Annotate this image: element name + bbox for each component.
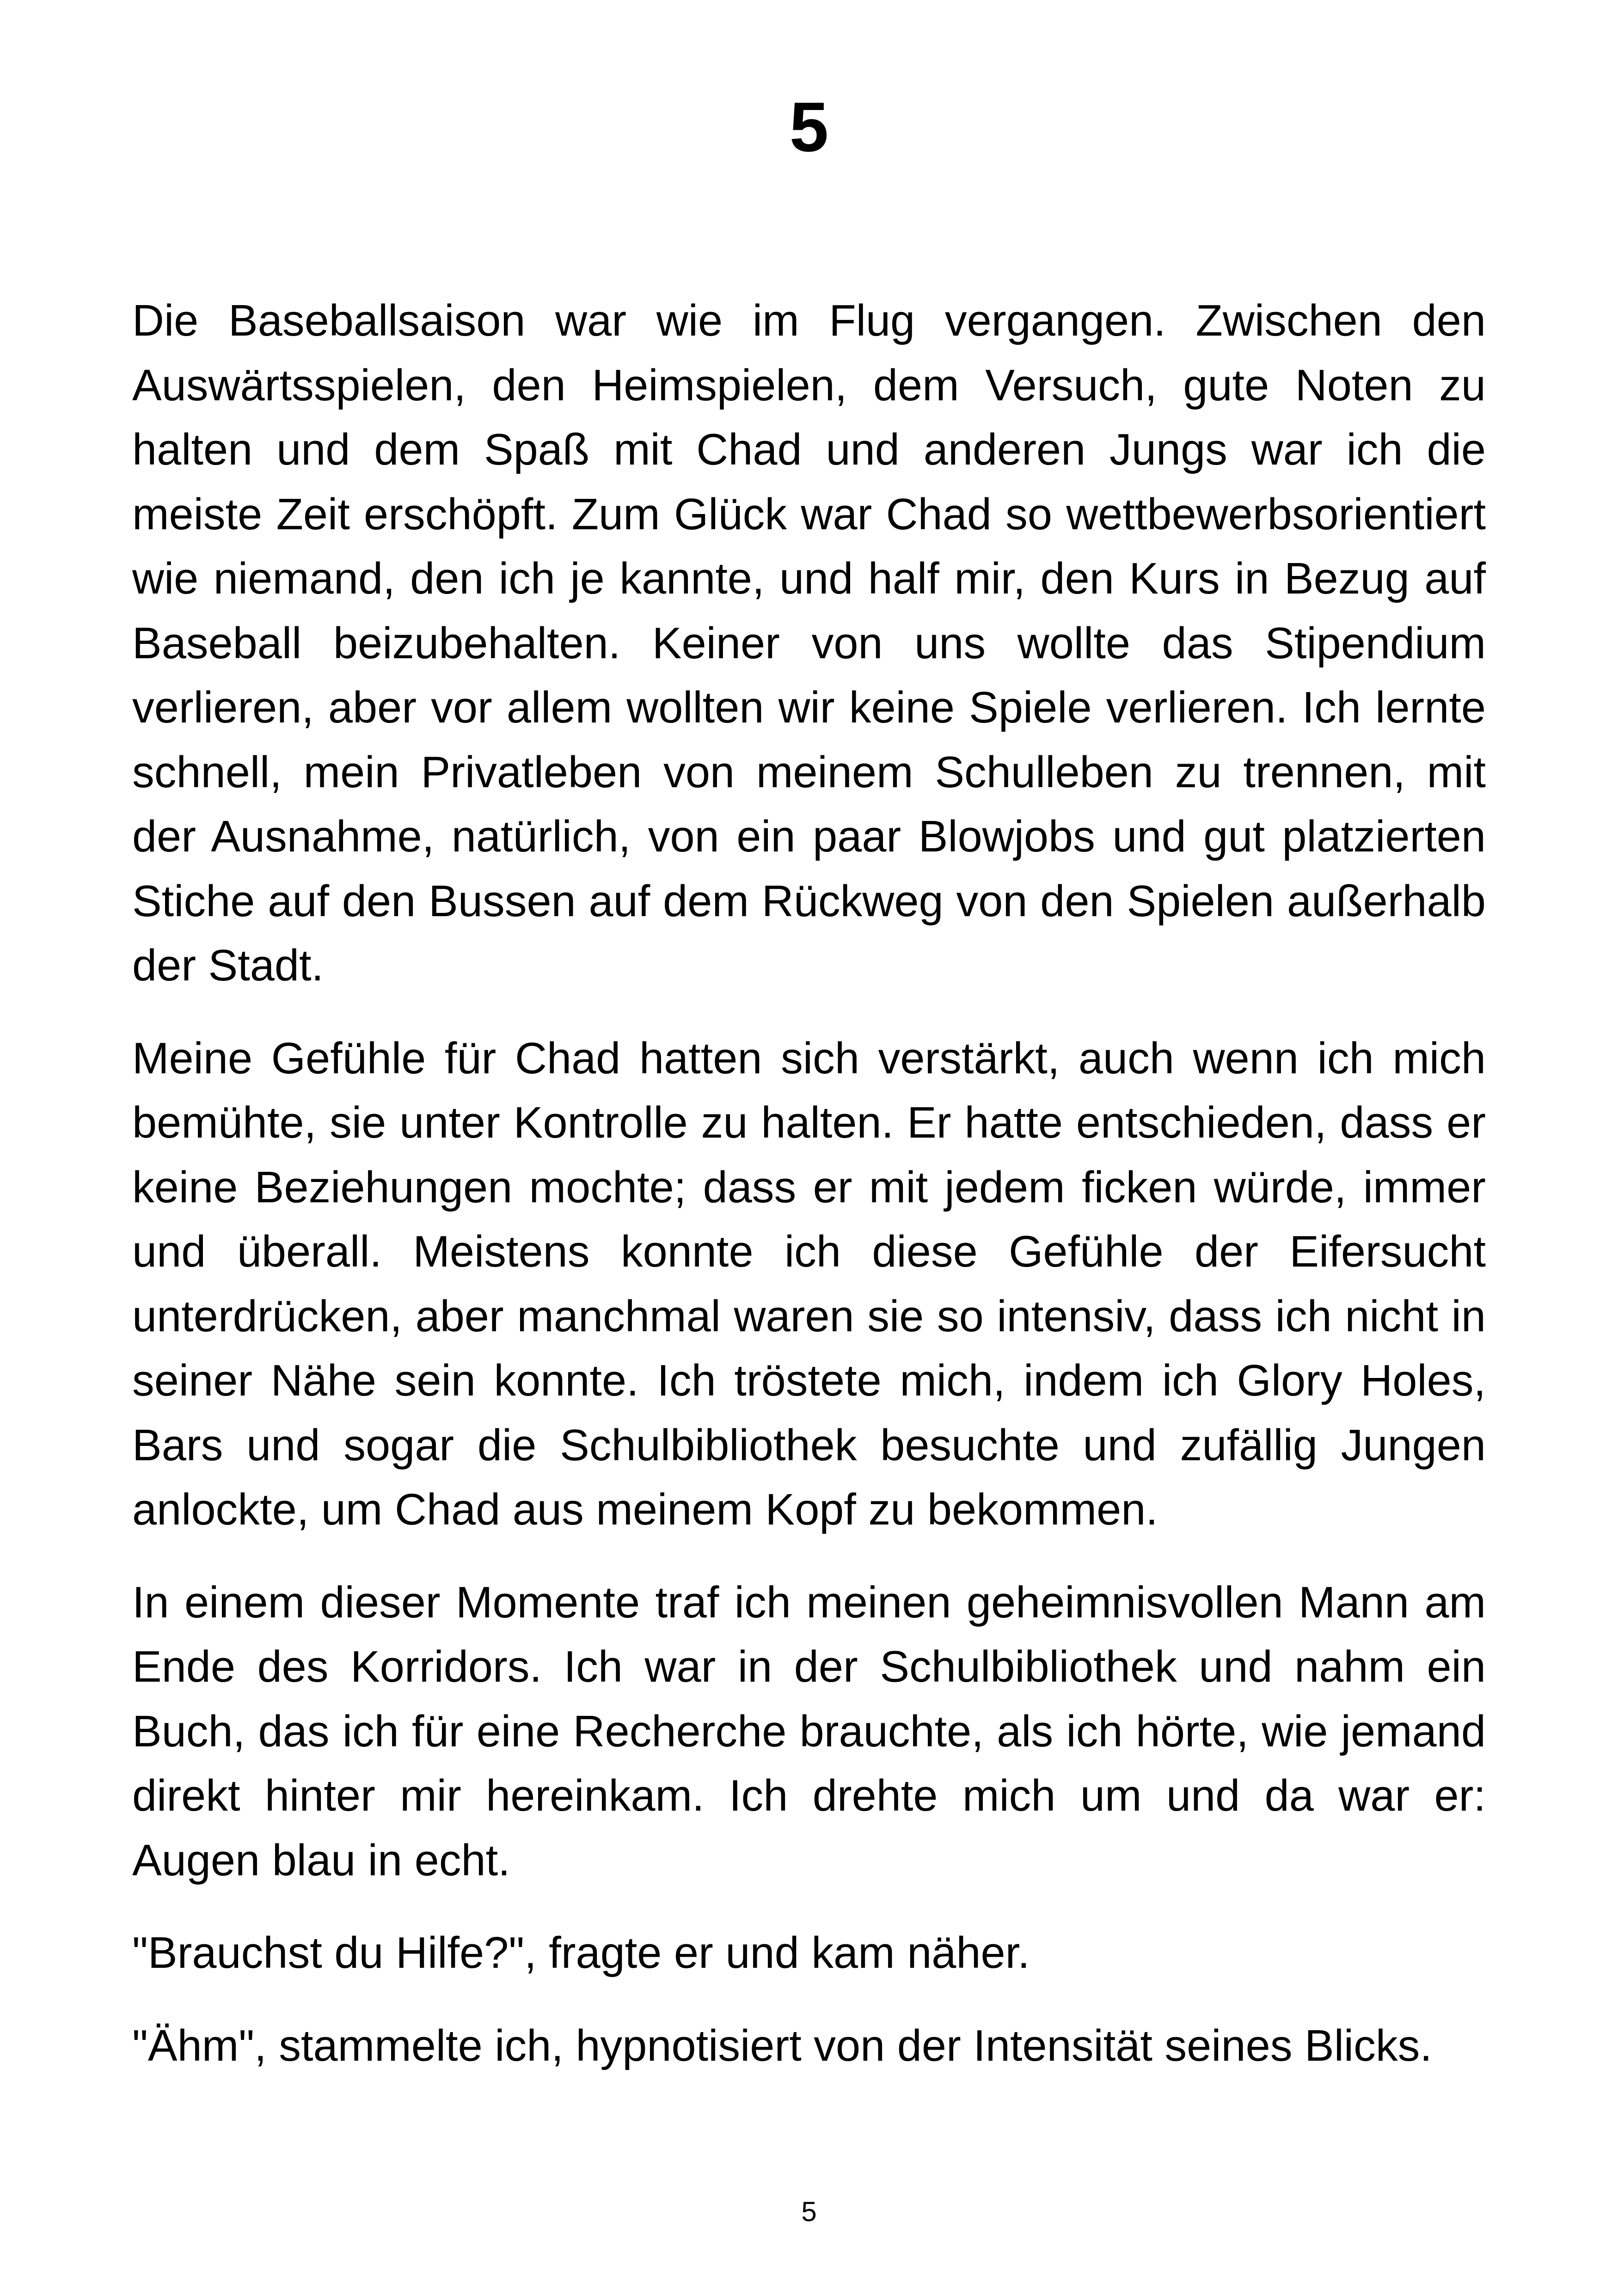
- paragraph: In einem dieser Momente traf ich meinen geheimnisvollen Mann am Ende des Korridors. Ich war in der Schulbibliothek und nahm ein Buch, das ich für eine Recherche brauchte, als ich hörte, wie jemand direkt hinter mir hereinkam. Ich drehte mich um und da war er: Augen blau in echt.: [132, 1578, 1486, 1885]
- paragraph: Meine Gefühle für Chad hatten sich verstärkt, auch wenn ich mich bemühte, sie unter Kontrolle zu halten. Er hatte entschieden, dass er keine Beziehungen mochte; dass er mit jedem ficken würde, immer und überall. Meistens konnte ich diese Gefühle der Eifersucht unterdrücken, aber manchmal waren sie so intensiv, dass ich nicht in seiner Nähe sein konnte. Ich tröstete mich, indem ich Glory Holes, Bars und sogar die Schulbibliothek besuchte und zufällig Jungen anlockte, um Chad aus meinem Kopf zu bekommen.: [132, 1034, 1486, 1534]
- paragraph: Die Baseballsaison war wie im Flug vergangen. Zwischen den Auswärtsspielen, den Heimspielen, dem Versuch, gute Noten zu halten und dem Spaß mit Chad und anderen Jungs war ich die meiste Zeit erschöpft. Zum Glück war Chad so wettbewerbsorientiert wie niemand, den ich je kannte, und half mir, den Kurs in Bezug auf Baseball beizubehalten. Keiner von uns wollte das Stipendium verlieren, aber vor allem wollten wir keine Spiele verlieren. Ich lernte schnell, mein Privatleben von meinem Schulleben zu trennen, mit der Ausnahme, natürlich, von ein paar Blowjobs und gut platzierten Stiche auf den Bussen auf dem Rückweg von den Spielen außerhalb der Stadt.: [132, 296, 1486, 990]
- chapter-text: [132, 289, 1486, 2106]
- page-number: 5: [801, 2196, 817, 2227]
- paragraph: "Brauchst du Hilfe?", fragte er und kam näher.: [132, 1929, 1030, 1978]
- paragraph: "Ähm", stammelte ich, hypnotisiert von der Intensität seines Blicks.: [132, 2021, 1432, 2070]
- chapter-number: 5: [789, 88, 829, 166]
